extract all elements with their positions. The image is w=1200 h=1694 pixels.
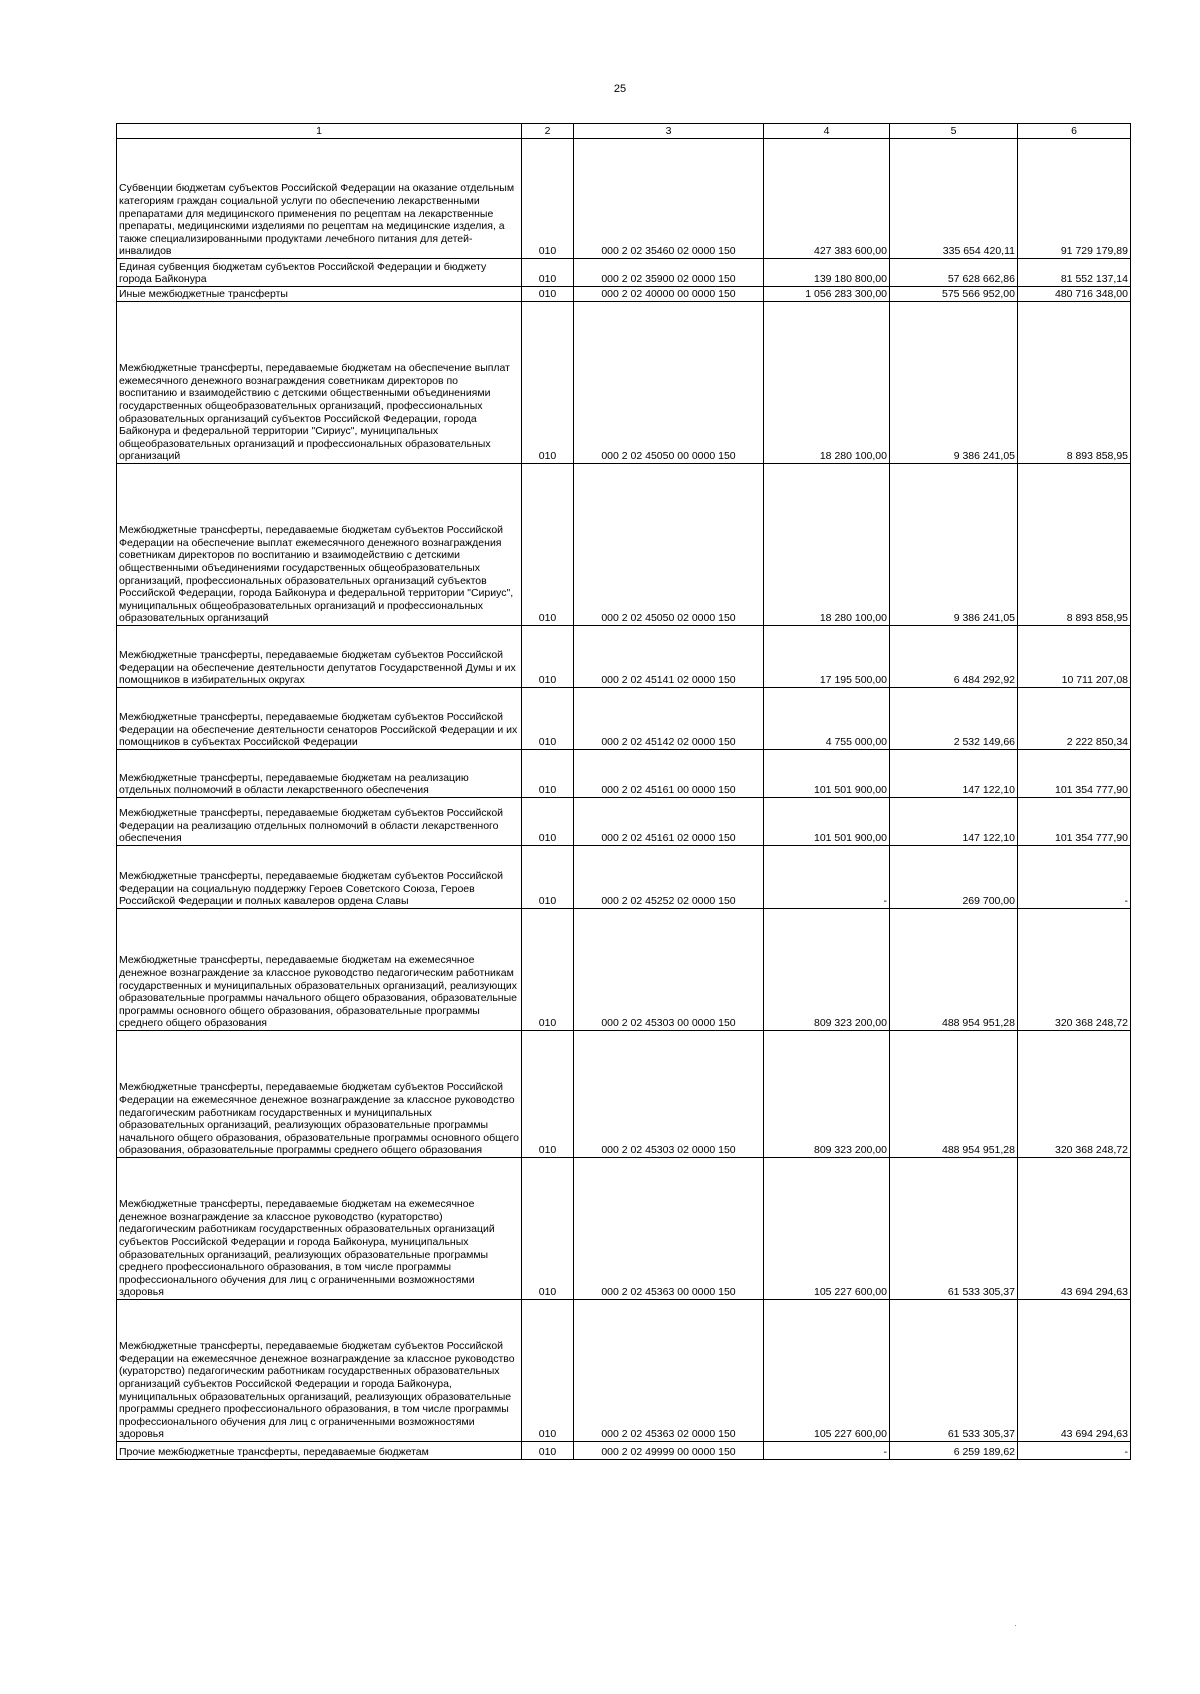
row-name: Межбюджетные трансферты, передаваемые бюджетам субъектов Российской Федерации на обеспечение деятельности сенаторов Российской Федерации и их помощников в субъектах Российской Федерации — [117, 688, 522, 750]
row-approved-amount: 18 280 100,00 — [764, 302, 890, 464]
table-row — [117, 1300, 1131, 1442]
row-name: Межбюджетные трансферты, передаваемые бюджетам субъектов Российской Федерации на обеспечение деятельности депутатов Государственной Думы и их помощников в избирательных округах — [117, 626, 522, 688]
row-name: Межбюджетные трансферты, передаваемые бюджетам на обеспечение выплат ежемесячного денежного вознаграждения советникам директоров по воспитанию и взаимодействию с детскими общественными объединениями государственных общеобразовательных организаций, профессиональных образовательных организаций субъектов Российской Федерации, города Байконура и федеральной территории "Сириус", муниципальных общеобразовательных организаций и профессиональных образовательных организаций — [117, 302, 522, 464]
row-executed-amount: 335 654 420,11 — [890, 139, 1018, 259]
header-col-4: 4 — [764, 124, 890, 139]
row-executed-amount: 9 386 241,05 — [890, 302, 1018, 464]
row-kbk: 000 2 02 40000 00 0000 150 — [574, 287, 764, 302]
row-unexecuted-amount: - — [1018, 1442, 1131, 1460]
scan-speck: · — [1014, 1620, 1017, 1630]
row-unexecuted-amount: 91 729 179,89 — [1018, 139, 1131, 259]
row-kbk: 000 2 02 45142 02 0000 150 — [574, 688, 764, 750]
row-code: 010 — [522, 1031, 574, 1158]
row-name: Межбюджетные трансферты, передаваемые бюджетам субъектов Российской Федерации на реализацию отдельных полномочий в области лекарственного обеспечения — [117, 798, 522, 846]
row-approved-amount: 105 227 600,00 — [764, 1158, 890, 1300]
row-kbk: 000 2 02 35900 02 0000 150 — [574, 259, 764, 287]
row-name: Межбюджетные трансферты, передаваемые бюджетам субъектов Российской Федерации на ежемесячное денежное вознаграждение за классное руководство (кураторство) педагогическим работникам государственных образовательных организаций субъектов Российской Федерации и города Байконура, муниципальных образовательных организаций, реализующих образовательные программы среднего профессионального образования, в том числе программы профессионального обучения для лиц с ограниченными возможностями здоровья — [117, 1300, 522, 1442]
row-executed-amount: 2 532 149,66 — [890, 688, 1018, 750]
row-unexecuted-amount: 320 368 248,72 — [1018, 909, 1131, 1031]
row-name: Межбюджетные трансферты, передаваемые бюджетам субъектов Российской Федерации на обеспечение выплат ежемесячного денежного вознаграждения советникам директоров по воспитанию и взаимодействию с детскими общественными объединениями государственных общеобразовательных организаций, профессиональных образовательных организаций субъектов Российской Федерации, города Байконура и федеральной территории "Сириус", муниципальных общеобразовательных организаций и профессиональных образовательных организаций — [117, 464, 522, 626]
row-code: 010 — [522, 259, 574, 287]
row-kbk: 000 2 02 45161 02 0000 150 — [574, 798, 764, 846]
row-code: 010 — [522, 1442, 574, 1460]
row-code: 010 — [522, 846, 574, 909]
row-approved-amount: 105 227 600,00 — [764, 1300, 890, 1442]
row-executed-amount: 61 533 305,37 — [890, 1300, 1018, 1442]
header-col-5: 5 — [890, 124, 1018, 139]
header-row — [117, 124, 1131, 139]
row-kbk: 000 2 02 45363 02 0000 150 — [574, 1300, 764, 1442]
table-row — [117, 139, 1131, 259]
row-approved-amount: 17 195 500,00 — [764, 626, 890, 688]
row-unexecuted-amount: 101 354 777,90 — [1018, 798, 1131, 846]
row-approved-amount: 427 383 600,00 — [764, 139, 890, 259]
row-executed-amount: 488 954 951,28 — [890, 909, 1018, 1031]
table-row — [117, 798, 1131, 846]
row-unexecuted-amount: 320 368 248,72 — [1018, 1031, 1131, 1158]
row-kbk: 000 2 02 45303 00 0000 150 — [574, 909, 764, 1031]
row-code: 010 — [522, 1300, 574, 1442]
row-unexecuted-amount: 101 354 777,90 — [1018, 750, 1131, 798]
budget-table — [116, 123, 1131, 1460]
row-unexecuted-amount: 81 552 137,14 — [1018, 259, 1131, 287]
row-approved-amount: - — [764, 1442, 890, 1460]
row-executed-amount: 488 954 951,28 — [890, 1031, 1018, 1158]
table-row — [117, 750, 1131, 798]
row-code: 010 — [522, 1158, 574, 1300]
row-kbk: 000 2 02 45050 02 0000 150 — [574, 464, 764, 626]
row-approved-amount: - — [764, 846, 890, 909]
row-executed-amount: 575 566 952,00 — [890, 287, 1018, 302]
row-code: 010 — [522, 302, 574, 464]
row-executed-amount: 61 533 305,37 — [890, 1158, 1018, 1300]
row-unexecuted-amount: 43 694 294,63 — [1018, 1158, 1131, 1300]
row-code: 010 — [522, 464, 574, 626]
header-col-1: 1 — [117, 124, 522, 139]
row-name: Межбюджетные трансферты, передаваемые бюджетам на ежемесячное денежное вознаграждение за классное руководство (кураторство) педагогическим работникам государственных образовательных организаций субъектов Российской Федерации и города Байконура, муниципальных образовательных организаций, реализующих образовательные программы среднего профессионального образования, в том числе программы профессионального обучения для лиц с ограниченными возможностями здоровья — [117, 1158, 522, 1300]
row-executed-amount: 147 122,10 — [890, 798, 1018, 846]
table-row — [117, 909, 1131, 1031]
row-approved-amount: 1 056 283 300,00 — [764, 287, 890, 302]
row-code: 010 — [522, 909, 574, 1031]
table-row — [117, 302, 1131, 464]
table-row — [117, 287, 1131, 302]
page-number: 25 — [613, 83, 627, 95]
row-executed-amount: 269 700,00 — [890, 846, 1018, 909]
row-name: Единая субвенция бюджетам субъектов Российской Федерации и бюджету города Байконура — [117, 259, 522, 287]
header-col-3: 3 — [574, 124, 764, 139]
row-executed-amount: 6 484 292,92 — [890, 626, 1018, 688]
table-row — [117, 1031, 1131, 1158]
row-unexecuted-amount: 480 716 348,00 — [1018, 287, 1131, 302]
row-approved-amount: 809 323 200,00 — [764, 909, 890, 1031]
row-kbk: 000 2 02 45161 00 0000 150 — [574, 750, 764, 798]
row-executed-amount: 57 628 662,86 — [890, 259, 1018, 287]
row-approved-amount: 809 323 200,00 — [764, 1031, 890, 1158]
header-col-2: 2 — [522, 124, 574, 139]
row-code: 010 — [522, 750, 574, 798]
row-name: Иные межбюджетные трансферты — [117, 287, 522, 302]
row-approved-amount: 139 180 800,00 — [764, 259, 890, 287]
row-unexecuted-amount: 43 694 294,63 — [1018, 1300, 1131, 1442]
row-name: Межбюджетные трансферты, передаваемые бюджетам на реализацию отдельных полномочий в области лекарственного обеспечения — [117, 750, 522, 798]
table-row — [117, 464, 1131, 626]
row-approved-amount: 4 755 000,00 — [764, 688, 890, 750]
row-code: 010 — [522, 688, 574, 750]
row-name: Прочие межбюджетные трансферты, передаваемые бюджетам — [117, 1442, 522, 1460]
row-name: Межбюджетные трансферты, передаваемые бюджетам субъектов Российской Федерации на социальную поддержку Героев Советского Союза, Героев Российской Федерации и полных кавалеров ордена Славы — [117, 846, 522, 909]
row-name: Межбюджетные трансферты, передаваемые бюджетам на ежемесячное денежное вознаграждение за классное руководство педагогическим работникам государственных и муниципальных образовательных организаций, реализующих образовательные программы начального общего образования, образовательные программы основного общего образования, образовательные программы среднего общего образования — [117, 909, 522, 1031]
row-executed-amount: 6 259 189,62 — [890, 1442, 1018, 1460]
row-name: Межбюджетные трансферты, передаваемые бюджетам субъектов Российской Федерации на ежемесячное денежное вознаграждение за классное руководство педагогическим работникам государственных и муниципальных образовательных организаций, реализующих образовательные программы начального общего образования, образовательные программы основного общего образования, образовательные программы среднего общего образования — [117, 1031, 522, 1158]
header-col-6: 6 — [1018, 124, 1131, 139]
row-kbk: 000 2 02 45252 02 0000 150 — [574, 846, 764, 909]
row-executed-amount: 147 122,10 — [890, 750, 1018, 798]
row-code: 010 — [522, 798, 574, 846]
table-row — [117, 688, 1131, 750]
table-row — [117, 846, 1131, 909]
row-kbk: 000 2 02 35460 02 0000 150 — [574, 139, 764, 259]
table-row — [117, 626, 1131, 688]
row-code: 010 — [522, 139, 574, 259]
row-unexecuted-amount: 8 893 858,95 — [1018, 302, 1131, 464]
row-kbk: 000 2 02 49999 00 0000 150 — [574, 1442, 764, 1460]
table-row — [117, 1442, 1131, 1460]
table-row — [117, 259, 1131, 287]
row-name: Субвенции бюджетам субъектов Российской Федерации на оказание отдельным категориям граждан социальной услуги по обеспечению лекарственными препаратами для медицинского применения по рецептам на лекарственные препараты, медицинскими изделиями по рецептам на медицинские изделия, а также специализированными продуктами лечебного питания для детей-инвалидов — [117, 139, 522, 259]
row-approved-amount: 101 501 900,00 — [764, 750, 890, 798]
row-kbk: 000 2 02 45303 02 0000 150 — [574, 1031, 764, 1158]
row-kbk: 000 2 02 45141 02 0000 150 — [574, 626, 764, 688]
row-unexecuted-amount: 10 711 207,08 — [1018, 626, 1131, 688]
row-unexecuted-amount: 8 893 858,95 — [1018, 464, 1131, 626]
row-unexecuted-amount: - — [1018, 846, 1131, 909]
row-executed-amount: 9 386 241,05 — [890, 464, 1018, 626]
row-unexecuted-amount: 2 222 850,34 — [1018, 688, 1131, 750]
row-approved-amount: 18 280 100,00 — [764, 464, 890, 626]
row-code: 010 — [522, 626, 574, 688]
table-row — [117, 1158, 1131, 1300]
row-kbk: 000 2 02 45050 00 0000 150 — [574, 302, 764, 464]
row-code: 010 — [522, 287, 574, 302]
row-kbk: 000 2 02 45363 00 0000 150 — [574, 1158, 764, 1300]
row-approved-amount: 101 501 900,00 — [764, 798, 890, 846]
